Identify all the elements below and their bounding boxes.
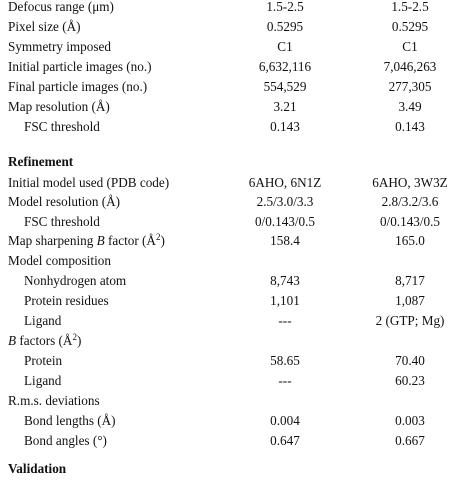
label-superscript: 2	[72, 332, 77, 342]
section-header-row	[0, 154, 474, 174]
row-label: Ligand	[24, 373, 62, 388]
cell-value-col2: 7,046,263	[383, 59, 437, 74]
row-label: Model resolution (Å)	[8, 194, 121, 209]
table-row	[0, 393, 474, 413]
cell-value-col1: 158.4	[270, 233, 300, 248]
row-label: Nonhydrogen atom	[24, 273, 127, 288]
label-text: )	[160, 233, 165, 248]
cell-value-col1: ---	[278, 313, 292, 328]
cell-value-col2: 6AHO, 3W3Z	[372, 175, 448, 190]
cell-value-col2: 2.8/3.2/3.6	[381, 194, 439, 209]
label-superscript: 2	[155, 232, 161, 242]
cell-value-col2: 0/0.143/0.5	[379, 214, 441, 229]
cell-value-col1: 6,632,116	[258, 59, 312, 74]
cell-value-col1: 0.5295	[266, 19, 304, 34]
table-row	[0, 233, 474, 253]
table-row	[0, 175, 474, 195]
cell-value-col2: 0.5295	[391, 19, 429, 34]
cell-value-col2: 165.0	[395, 233, 425, 248]
row-label: FSC threshold	[24, 119, 100, 134]
row-label: Initial particle images (no.)	[8, 59, 152, 74]
cell-value-col1: 0/0.143/0.5	[254, 214, 316, 229]
cell-value-col1: 0.004	[270, 413, 300, 428]
label-text: factors (Å	[16, 333, 73, 348]
table-row	[0, 413, 474, 433]
table-row	[0, 273, 474, 293]
section-heading-validation: Validation	[8, 461, 67, 476]
row-label: Symmetry imposed	[8, 39, 111, 54]
cell-value-col2: 277,305	[388, 79, 432, 94]
table-row	[0, 333, 474, 353]
row-label	[8, 233, 165, 249]
cell-value-col2: 70.40	[395, 353, 425, 368]
table-row	[0, 353, 474, 373]
table-row	[0, 79, 474, 99]
table-row	[0, 39, 474, 59]
cell-value-col2: C1	[402, 39, 418, 54]
cell-value-col2: 0.143	[395, 119, 425, 134]
table-row	[0, 293, 474, 313]
cell-value-col1: 1,101	[270, 293, 300, 308]
row-label: Bond angles (°)	[24, 433, 107, 448]
section-heading-refinement: Refinement	[8, 154, 74, 169]
cell-value-col1: 6AHO, 6N1Z	[248, 175, 322, 190]
row-label: Defocus range (μm)	[8, 0, 114, 14]
table-row	[0, 253, 474, 273]
row-label: R.m.s. deviations	[8, 393, 100, 408]
table-row	[0, 0, 474, 19]
cell-value-col2: 8,717	[395, 273, 425, 288]
label-text: Map sharpening	[8, 233, 97, 248]
label-text: )	[76, 333, 82, 348]
row-label	[8, 333, 81, 349]
row-label: Map resolution (Å)	[8, 99, 110, 114]
cell-value-col1: 3.21	[273, 99, 297, 114]
label-italic-b: B	[8, 333, 17, 348]
table-row	[0, 373, 474, 393]
row-label: Model composition	[8, 253, 111, 268]
table-row	[0, 119, 474, 139]
table-row	[0, 313, 474, 333]
cell-value-col2: 60.23	[395, 373, 425, 388]
cell-value-col1: 1.5-2.5	[266, 0, 304, 14]
cell-value-col1: 0.647	[270, 433, 300, 448]
row-label: Protein	[24, 353, 63, 368]
row-label: Bond lengths (Å)	[24, 413, 116, 428]
cell-value-col1: 58.65	[270, 353, 300, 368]
cell-value-col2: 2 (GTP; Mg)	[375, 313, 445, 328]
cell-value-col2: 0.667	[395, 433, 425, 448]
section-header-row	[0, 461, 474, 481]
cell-value-col1: C1	[277, 39, 293, 54]
cell-value-col1: 0.143	[270, 119, 300, 134]
label-italic-b: B	[96, 233, 105, 248]
row-label: FSC threshold	[24, 214, 100, 229]
table-row	[0, 99, 474, 119]
cell-value-col1: 554,529	[263, 79, 307, 94]
cell-value-col1: ---	[278, 373, 292, 388]
row-label: Initial model used (PDB code)	[8, 175, 170, 190]
row-label: Protein residues	[24, 293, 109, 308]
cell-value-col1: 2.5/3.0/3.3	[256, 194, 314, 209]
table-row	[0, 19, 474, 39]
cell-value-col2: 3.49	[398, 99, 422, 114]
cell-value-col2: 1.5-2.5	[391, 0, 429, 14]
row-label: Pixel size (Å)	[8, 19, 81, 34]
table-row	[0, 214, 474, 234]
table-row	[0, 194, 474, 214]
row-label: Ligand	[24, 313, 62, 328]
cell-value-col1: 8,743	[270, 273, 300, 288]
label-text: factor (Å	[104, 233, 156, 248]
row-label: Final particle images (no.)	[8, 79, 148, 94]
cell-value-col2: 0.003	[395, 413, 425, 428]
table-row	[0, 59, 474, 79]
cell-value-col2: 1,087	[395, 293, 425, 308]
table-row	[0, 433, 474, 453]
